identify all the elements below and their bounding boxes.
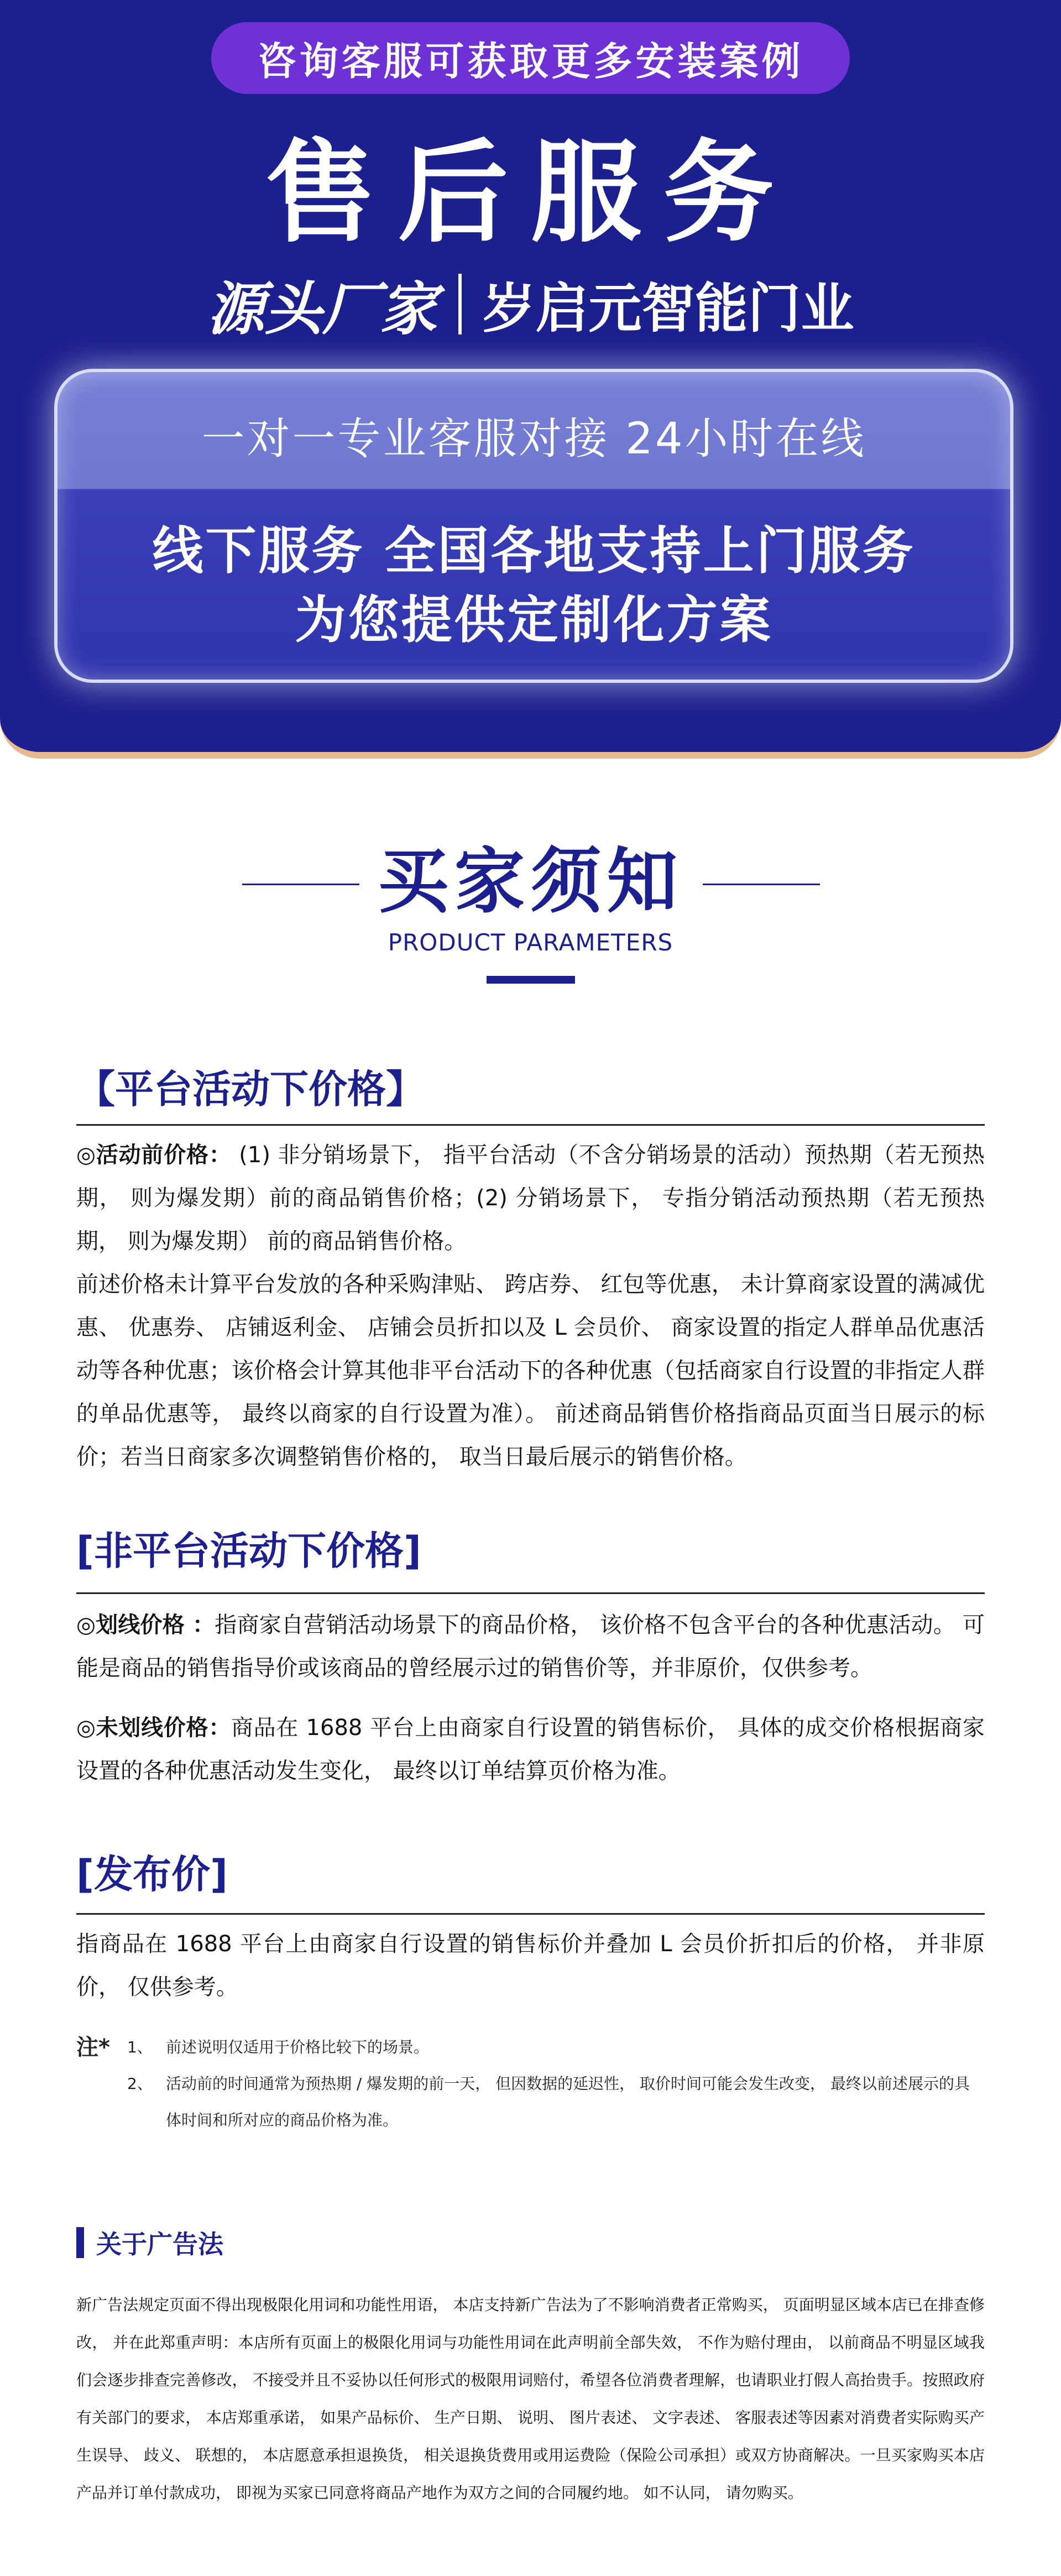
divider-rule	[76, 1913, 985, 1915]
unstrike-price-paragraph	[76, 1706, 985, 1793]
footnote-number: 1、	[127, 2038, 153, 2056]
service-line-online: 一对一专业客服对接 24小时在线	[201, 414, 866, 464]
list-item	[127, 2066, 985, 2139]
buyer-notice-header	[0, 840, 1061, 990]
pre-activity-price-paragraph	[76, 1133, 985, 1263]
strike-price-paragraph	[76, 1603, 985, 1690]
subtitle-brand: 岁启元智能门业	[482, 277, 854, 339]
service-info-panel	[54, 369, 1013, 683]
unstrike-price-text: 商品在 1688 平台上由商家自行设置的销售标价， 具体的成交价格根据商家设置的各种优惠活动发生变化， 最终以订单结算页价格为准。	[76, 1715, 985, 1784]
footnote-text: 活动前的时间通常为预热期 / 爆发期的前一天， 但因数据的延迟性， 取价时间可能会发生改变， 最终以前述展示的具体时间和所对应的商品价格为准。	[166, 2075, 970, 2129]
footnote-list	[127, 2029, 985, 2139]
divider-rule	[76, 1124, 985, 1126]
platform-price-note: 前述价格未计算平台发放的各种采购津贴、 跨店券、 红包等优惠， 未计算商家设置的满减优惠、 优惠券、 店铺返利金、 店铺会员折扣以及 L 会员价、 商家设置的指定人群单品优惠活动等各种优惠；该价格会计算其他非平台活动下的各种优惠（包括商家自行设置的非指定人群的单品优惠等， 最终以商家的自行设置为准）。 前述商品销售价格指商品页面当日展示的标价；若当日商家多次调整销售价格的， 取当日最后展示的销售价格。	[76, 1272, 985, 1470]
hero-subtitle	[0, 271, 1061, 343]
list-item	[127, 2029, 985, 2066]
footnote-mark: 注*	[76, 2035, 110, 2060]
hero-banner	[0, 0, 1061, 759]
nonplatform-price-heading: [非平台活动下价格]	[76, 1528, 421, 1574]
unstrike-price-label: ◎未划线价格：	[76, 1715, 231, 1741]
heading-accent-bar	[76, 2227, 84, 2258]
service-line-custom: 为您提供定制化方案	[295, 591, 773, 650]
subtitle-source-factory: 源头厂家	[207, 275, 437, 343]
release-price-heading: [发布价]	[76, 1852, 228, 1897]
subtitle-divider	[458, 274, 462, 335]
hero-title: 售后服务	[265, 129, 796, 258]
title-underline-bar	[487, 976, 575, 984]
strike-price-label: ◎划线价格 ：	[76, 1612, 215, 1638]
release-price-paragraph: 指商品在 1688 平台上由商家自行设置的销售标价并叠加 L 会员价折扣后的价格， 并非原价， 仅供参考。	[76, 1931, 985, 2000]
section-subtitle: PRODUCT PARAMETERS	[388, 929, 673, 956]
platform-price-heading: 【平台活动下价格】	[76, 1067, 425, 1112]
ad-law-heading	[76, 2226, 223, 2259]
pre-activity-text: (1) 非分销场景下， 指平台活动（不含分销场景的活动）预热期（若无预热期， 则为爆发期）前的商品销售价格；(2) 分销场景下， 专指分销活动预热期（若无预热期， 则为爆发期） 前的商品销售价格。	[76, 1142, 985, 1254]
service-line-offline: 线下服务 全国各地支持上门服务	[152, 521, 916, 581]
footnote-text: 前述说明仅适用于价格比较下的场景。	[166, 2038, 430, 2056]
footnote-number: 2、	[127, 2075, 153, 2093]
divider-rule	[76, 1592, 985, 1594]
section-title: 买家须知	[378, 840, 683, 923]
strike-price-text: 指商家自营销活动场景下的商品价格， 该价格不包含平台的各种优惠活动。 可能是商品的销售指导价或该商品的曾经展示过的销售价等，并非原价，仅供参考。	[76, 1612, 985, 1681]
ad-law-title: 关于广告法	[96, 2229, 223, 2259]
consult-pill-button[interactable]: 咨询客服可获取更多安装案例	[211, 22, 850, 94]
ad-law-paragraph: 新广告法规定页面不得出现极限化用词和功能性用语， 本店支持新广告法为了不影响消费者正常购买， 页面明显区域本店已在排查修改， 并在此郑重声明：本店所有页面上的极限化用词与功能性用词在此声明前全部失效， 不作为赔付理由， 以前商品不明显区域我们会逐步排查完善修改， 不接受并且不妥协以任何形式的极限用词赔付，希望各位消费者理解，也请职业打假人高抬贵手。按照政府有关部门的要求， 本店郑重承诺， 如果产品标价、 生产日期、 说明、 图片表述、 文字表述、 客服表述等因素对消费者实际购买产生误导、 歧义、 联想的， 本店愿意承担退换货， 相关退换货费用或用运费险（保险公司承担）或双方协商解决。一旦买家购买本店产品并订单付款成功， 即视为买家已同意将商品产地作为双方之间的合同履约地。 如不认同， 请勿购买。	[76, 2296, 985, 2502]
pre-activity-label: ◎活动前价格：	[76, 1142, 232, 1168]
